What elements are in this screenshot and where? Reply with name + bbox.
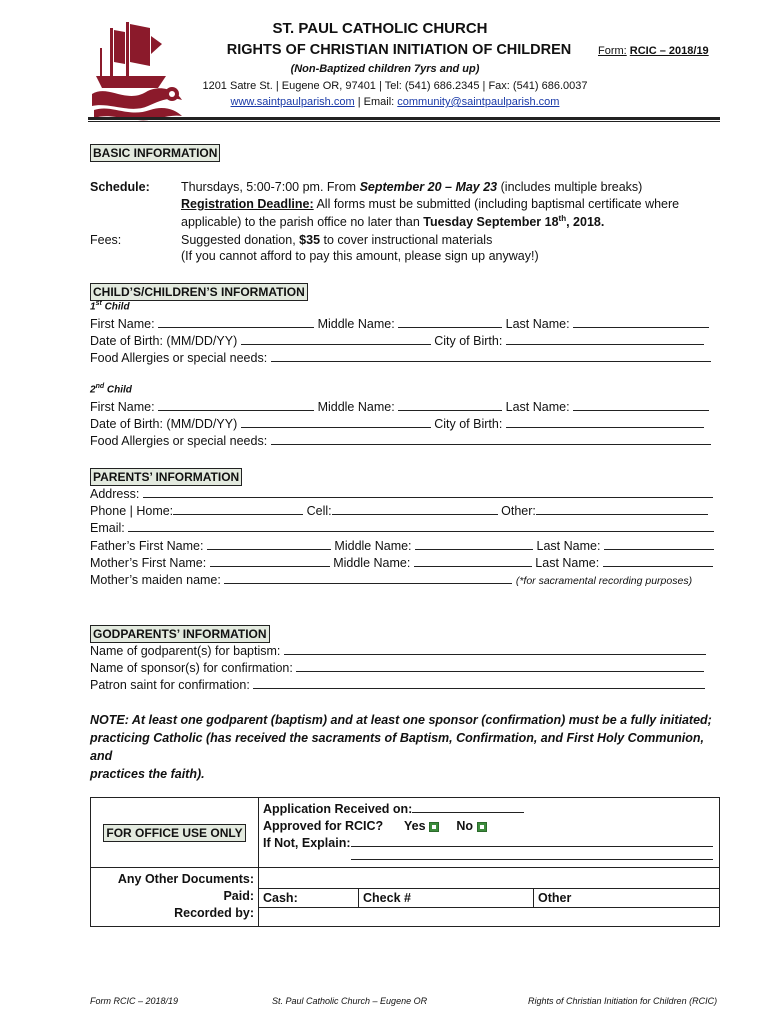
parent-email-field[interactable] — [128, 520, 714, 532]
deadline-text-1: All forms must be submitted (including baptismal certificate where — [316, 197, 680, 211]
basic-info-heading: BASIC INFORMATION — [90, 144, 220, 162]
child2-dob-field[interactable] — [241, 416, 431, 428]
second-child-sup: nd — [95, 383, 105, 390]
first-child-num: 1 — [90, 301, 96, 313]
explain-field[interactable] — [351, 835, 713, 847]
child2-allergies-row — [90, 433, 711, 448]
office-payment-cell — [259, 868, 720, 927]
phone-home-label: Phone | Home: — [90, 504, 174, 518]
parent-address-field[interactable] — [143, 486, 713, 498]
child1-allergies-field[interactable] — [271, 350, 711, 362]
mother-middle-label: Middle Name: — [333, 556, 411, 570]
website-link[interactable]: www.saintpaulparish.com — [230, 96, 355, 108]
church-name: ST. PAUL CATHOLIC CHURCH — [272, 20, 488, 37]
maiden-label: Mother’s maiden name: — [90, 573, 221, 587]
child1-dob-label: Date of Birth: (MM/DD/YY) — [90, 334, 238, 348]
second-child-num: 2 — [90, 384, 96, 396]
recorded-field[interactable] — [259, 908, 719, 926]
child2-middle-name-label: Middle Name: — [317, 400, 395, 414]
footer-left: Form RCIC – 2018/19 — [90, 996, 179, 1006]
maiden-row — [90, 572, 692, 587]
explain-field-line2[interactable] — [351, 852, 713, 860]
father-name-row — [90, 538, 714, 553]
father-first-field[interactable] — [207, 538, 331, 550]
parent-email-label: Email: — [90, 521, 125, 535]
office-status-cell — [259, 798, 720, 868]
no-label: No — [456, 819, 474, 833]
footer-right: Rights of Christian Initiation for Children (RCIC) — [528, 996, 718, 1006]
godparent-baptism-label: Name of godparent(s) for baptism: — [90, 644, 281, 658]
child2-first-name-label: First Name: — [90, 400, 155, 414]
explain-row — [263, 835, 715, 852]
child1-middle-name-label: Middle Name: — [317, 317, 395, 331]
other-docs-label: Any Other Documents: — [117, 872, 254, 886]
office-title-cell — [91, 798, 259, 868]
header-rule-thin — [88, 121, 720, 122]
subtitle: (Non-Baptized children 7yrs and up) — [290, 63, 480, 75]
second-child-word: Child — [106, 384, 132, 396]
received-row — [263, 801, 715, 818]
form-code-value: RCIC – 2018/19 — [629, 45, 709, 57]
office-labels-cell — [91, 868, 259, 927]
mother-first-field[interactable] — [210, 555, 330, 567]
godparents-heading: GODPARENTS’ INFORMATION — [90, 625, 270, 643]
approved-row — [263, 818, 715, 835]
child2-last-name-field[interactable] — [573, 399, 709, 411]
father-first-label: Father’s First Name: — [90, 539, 204, 553]
child1-dob-field[interactable] — [241, 333, 431, 345]
other-payment-cell[interactable]: Other — [538, 891, 572, 905]
child1-last-name-label: Last Name: — [505, 317, 570, 331]
parent-phone-row — [90, 503, 708, 518]
child1-name-row — [90, 316, 709, 331]
parent-address-row — [90, 486, 713, 501]
father-middle-label: Middle Name: — [334, 539, 412, 553]
child2-dob-row — [90, 416, 704, 431]
fees-text-1: Suggested donation, — [181, 233, 296, 247]
fees-text — [181, 233, 492, 247]
program-title: RIGHTS OF CHRISTIAN INITIATION OF CHILDREN — [226, 42, 572, 58]
child2-last-name-label: Last Name: — [505, 400, 570, 414]
child1-city-label: City of Birth: — [434, 334, 503, 348]
payment-row — [259, 888, 719, 908]
note-paragraph — [90, 711, 720, 783]
mother-first-label: Mother’s First Name: — [90, 556, 207, 570]
sponsor-field[interactable] — [296, 660, 704, 672]
child2-name-row — [90, 399, 709, 414]
schedule-text — [181, 180, 642, 194]
received-label: Application Received on: — [263, 802, 413, 816]
form-label: Form: — [598, 45, 627, 57]
recorded-label: Recorded by: — [174, 906, 254, 920]
schedule-text-2: (includes multiple breaks) — [500, 180, 643, 194]
fees-amount: $35 — [299, 233, 321, 247]
second-child-heading — [90, 383, 132, 395]
child2-allergies-label: Food Allergies or special needs: — [90, 434, 268, 448]
approved-label: Approved for RCIC? — [263, 819, 384, 833]
first-child-heading — [90, 300, 130, 312]
office-use-table — [90, 797, 720, 927]
father-middle-field[interactable] — [415, 538, 533, 550]
godparent-baptism-row — [90, 643, 706, 658]
contact-line — [180, 96, 610, 108]
mother-last-label: Last Name: — [535, 556, 600, 570]
schedule-label: Schedule: — [90, 180, 150, 194]
ship-logo-icon — [88, 14, 188, 124]
first-child-sup: st — [95, 300, 102, 307]
deadline-text-2: applicable) to the parish office no later than — [181, 215, 420, 230]
fees-text-2: to cover instructional materials — [323, 233, 493, 247]
office-title: FOR OFFICE USE ONLY — [103, 824, 245, 842]
yes-checkbox[interactable] — [429, 822, 439, 832]
phone-home-field[interactable] — [173, 503, 303, 515]
child1-first-name-label: First Name: — [90, 317, 155, 331]
form-code — [598, 45, 709, 57]
parent-email-row — [90, 520, 714, 535]
child2-allergies-field[interactable] — [271, 433, 711, 445]
fees-note: (If you cannot afford to pay this amount, please sign up anyway!) — [181, 249, 539, 263]
maiden-field[interactable] — [224, 572, 512, 584]
deadline-text — [181, 197, 679, 211]
maiden-hint: (*for sacramental recording purposes) — [515, 575, 693, 587]
fees-label: Fees: — [90, 233, 122, 247]
godparent-baptism-field[interactable] — [284, 643, 706, 655]
children-heading: CHILD’S/CHILDREN’S INFORMATION — [90, 283, 308, 301]
child1-allergies-row — [90, 350, 711, 365]
child2-city-label: City of Birth: — [434, 417, 503, 431]
phone-cell-field[interactable] — [332, 503, 498, 515]
parent-address-label: Address: — [90, 487, 140, 501]
deadline-date: Tuesday September 18 — [423, 215, 559, 230]
deadline-year: , 2018. — [566, 215, 605, 230]
parents-heading: PARENTS’ INFORMATION — [90, 468, 242, 486]
father-last-field[interactable] — [604, 538, 714, 550]
no-checkbox[interactable] — [477, 822, 487, 832]
explain-label: If Not, Explain: — [263, 836, 351, 850]
deadline-label: Registration Deadline: — [181, 197, 314, 211]
mother-name-row — [90, 555, 713, 570]
email-link[interactable]: community@saintpaulparish.com — [397, 96, 560, 108]
footer-center: St. Paul Catholic Church – Eugene OR — [272, 996, 428, 1006]
patron-field[interactable] — [253, 677, 705, 689]
other-docs-field[interactable] — [259, 868, 719, 888]
child2-dob-label: Date of Birth: (MM/DD/YY) — [90, 417, 238, 431]
phone-other-label: Other: — [501, 504, 536, 518]
child1-dob-row — [90, 333, 704, 348]
father-last-label: Last Name: — [536, 539, 601, 553]
yes-label: Yes — [403, 819, 426, 833]
cash-cell[interactable]: Cash: — [259, 889, 359, 907]
child1-middle-name-field[interactable] — [398, 316, 502, 328]
patron-row — [90, 677, 705, 692]
child2-middle-name-field[interactable] — [398, 399, 502, 411]
child1-last-name-field[interactable] — [573, 316, 709, 328]
deadline-text-line2 — [181, 214, 604, 229]
note-line-3: practices the faith). — [90, 767, 205, 781]
schedule-dates: September 20 – May 23 — [359, 180, 498, 194]
child2-city-field[interactable] — [506, 416, 704, 428]
child1-allergies-label: Food Allergies or special needs: — [90, 351, 268, 365]
mother-middle-field[interactable] — [414, 555, 532, 567]
church-address: 1201 Satre St. | Eugene OR, 97401 | Tel: (541) 686.2345 | Fax: (541) 686.0037 — [202, 80, 588, 92]
header-rule — [88, 117, 720, 120]
child1-city-field[interactable] — [506, 333, 704, 345]
note-line-1: NOTE: At least one godparent (baptism) and at least one sponsor (confirmation) must be a fully initiated; — [90, 713, 712, 727]
note-line-2: practicing Catholic (has received the sacraments of Baptism, Confirmation, and First Holy Communion, and — [90, 731, 705, 763]
sponsor-label: Name of sponsor(s) for confirmation: — [90, 661, 293, 675]
paid-label: Paid: — [223, 889, 254, 903]
phone-other-field[interactable] — [536, 503, 708, 515]
mother-last-field[interactable] — [603, 555, 713, 567]
deadline-sup: th — [558, 214, 567, 223]
received-field[interactable] — [412, 801, 524, 813]
email-label: | Email: — [357, 96, 395, 108]
check-cell[interactable]: Check # — [359, 889, 534, 907]
child2-first-name-field[interactable] — [158, 399, 314, 411]
patron-label: Patron saint for confirmation: — [90, 678, 250, 692]
first-child-word: Child — [104, 301, 130, 313]
sponsor-row — [90, 660, 704, 675]
schedule-text-1: Thursdays, 5:00-7:00 pm. From — [181, 180, 357, 194]
phone-cell-label: Cell: — [306, 504, 332, 518]
child1-first-name-field[interactable] — [158, 316, 314, 328]
